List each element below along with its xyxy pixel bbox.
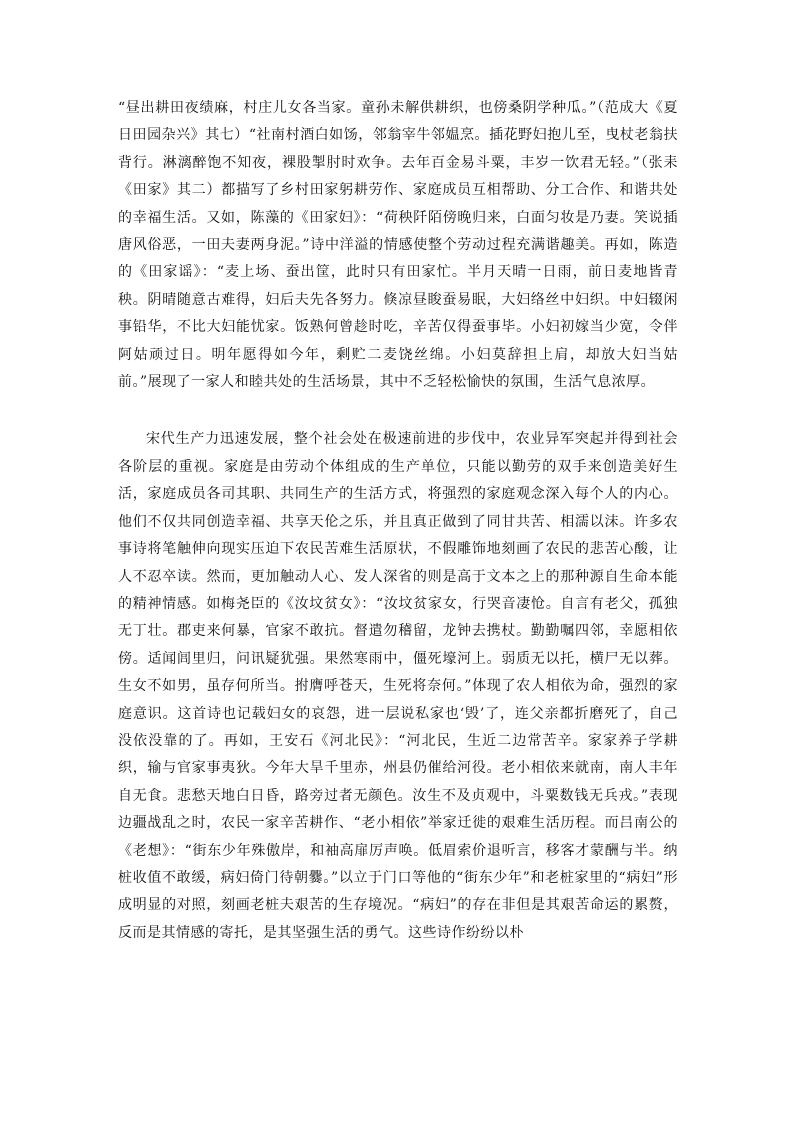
paragraph-2: 宋代生产力迅速发展，整个社会处在极速前进的步伐中，农业异军突起并得到社会各阶层的重视。家庭是由劳动个体组成的生产单位，只能以勤劳的双手来创造美好生活，家庭成员各司其职、共同生产的生活方式，将强烈的家庭观念深入每个人的内心。他们不仅共同创造幸福、共享天伦之乐，并且真正做到了同甘共苦、相濡以沫。许多农事诗将笔触伸向现实压迫下农民苦难生活原状，不假雕饰地刻画了农民的悲苦心酸，让人不忍卒读。然而，更加触动人心、发人深省的则是高于文本之上的那种源自生命本能的精神情感。如梅尧臣的《汝坟贫女》：“汝坟贫家女，行哭音凄怆。自言有老父，孤独无丁壮。郡吏来何暴，官家不敢抗。督遣勿稽留，龙钟去携杖。勤勤嘱四邻，幸愿相依傍。适闻闾里归，问讯疑犹强。果然寒雨中，僵死壕河上。弱质无以托，横尸无以葬。生女不如男，虽存何所当。拊膺呼苍天，生死将奈何。”体现了农人相依为命，强烈的家庭意识。这首诗也记载妇女的哀怨，进一层说私家也‘毁’了，连父亲都折磨死了，自己没依没靠的了。再如，王安石《河北民》：“河北民，生近二边常苦辛。家家养子学耕织，输与官家事夷狄。今年大旱千里赤，州县仍催给河役。老小相依来就南，南人丰年自无食。悲愁天地白日昏，路旁过者无颜色。汝生不及贞观中，斗粟数钱无兵戎。”表现边疆战乱之时，农民一家辛苦耕作、“老小相依”举家迁徙的艰难生活历程。而吕南公的《老想》：“街东少年殊傲岸，和袖高扉厉声唤。低眉索价退听言，移客才蒙酬与半。纳桩收值不敢缓，病妇倚门待朝爨。”以立于门口等他的“街东少年”和老桩家里的“病妇”形成明显的对照，刻画老桩夫艰苦的生存境况。“病妇”的存在非但是其艰苦命运的累赘，反而是其情感的寄托，是其坚强生活的勇气。这些诗作纷纷以朴: [118, 431, 678, 941]
paragraph-1: “昼出耕田夜绩麻，村庄儿女各当家。童孙未解供耕织，也傍桑阴学种瓜。”（范成大《夏日田园杂兴》其七）“社南村酒白如饧，邻翁宰牛邻媪烹。插花野妇抱儿至，曳杖老翁扶背行。淋漓醉饱不知夜，裸股掣肘时欢争。去年百金易斗粟，丰岁一饮君无轻。”（张耒《田家》其二）都描写了乡村田家躬耕劳作、家庭成员互相帮助、分工合作、和谐共处的幸福生活。又如，陈藻的《田家妇》：“荷秧阡陌傍晚归来，白面匀妆是乃妻。笑说插唐风俗恶，一田夫妻两身泥。”诗中洋溢的情感使整个劳动过程充满谐趣美。再如，陈造的《田家谣》：“麦上场、蚕出筐，此时只有田家忙。半月天晴一日雨，前日麦地皆青秧。阴晴随意古难得，妇后夫先各努力。倏凉昼睃蚕易眠，大妇络丝中妇织。中妇辍闲事铅华，不比大妇能忧家。饭熟何曾趁时吃，辛苦仅得蚕事毕。小妇初嫁当少宽，令伴阿姑顽过日。明年愿得如今年，剩贮二麦饶丝绵。小妇莫辞担上肩，却放大妇当姑前。”展现了一家人和睦共处的生活场景，其中不乏轻松愉快的氛围，生活气息浓厚。: [118, 100, 678, 391]
document-page: [118, 95, 678, 947]
